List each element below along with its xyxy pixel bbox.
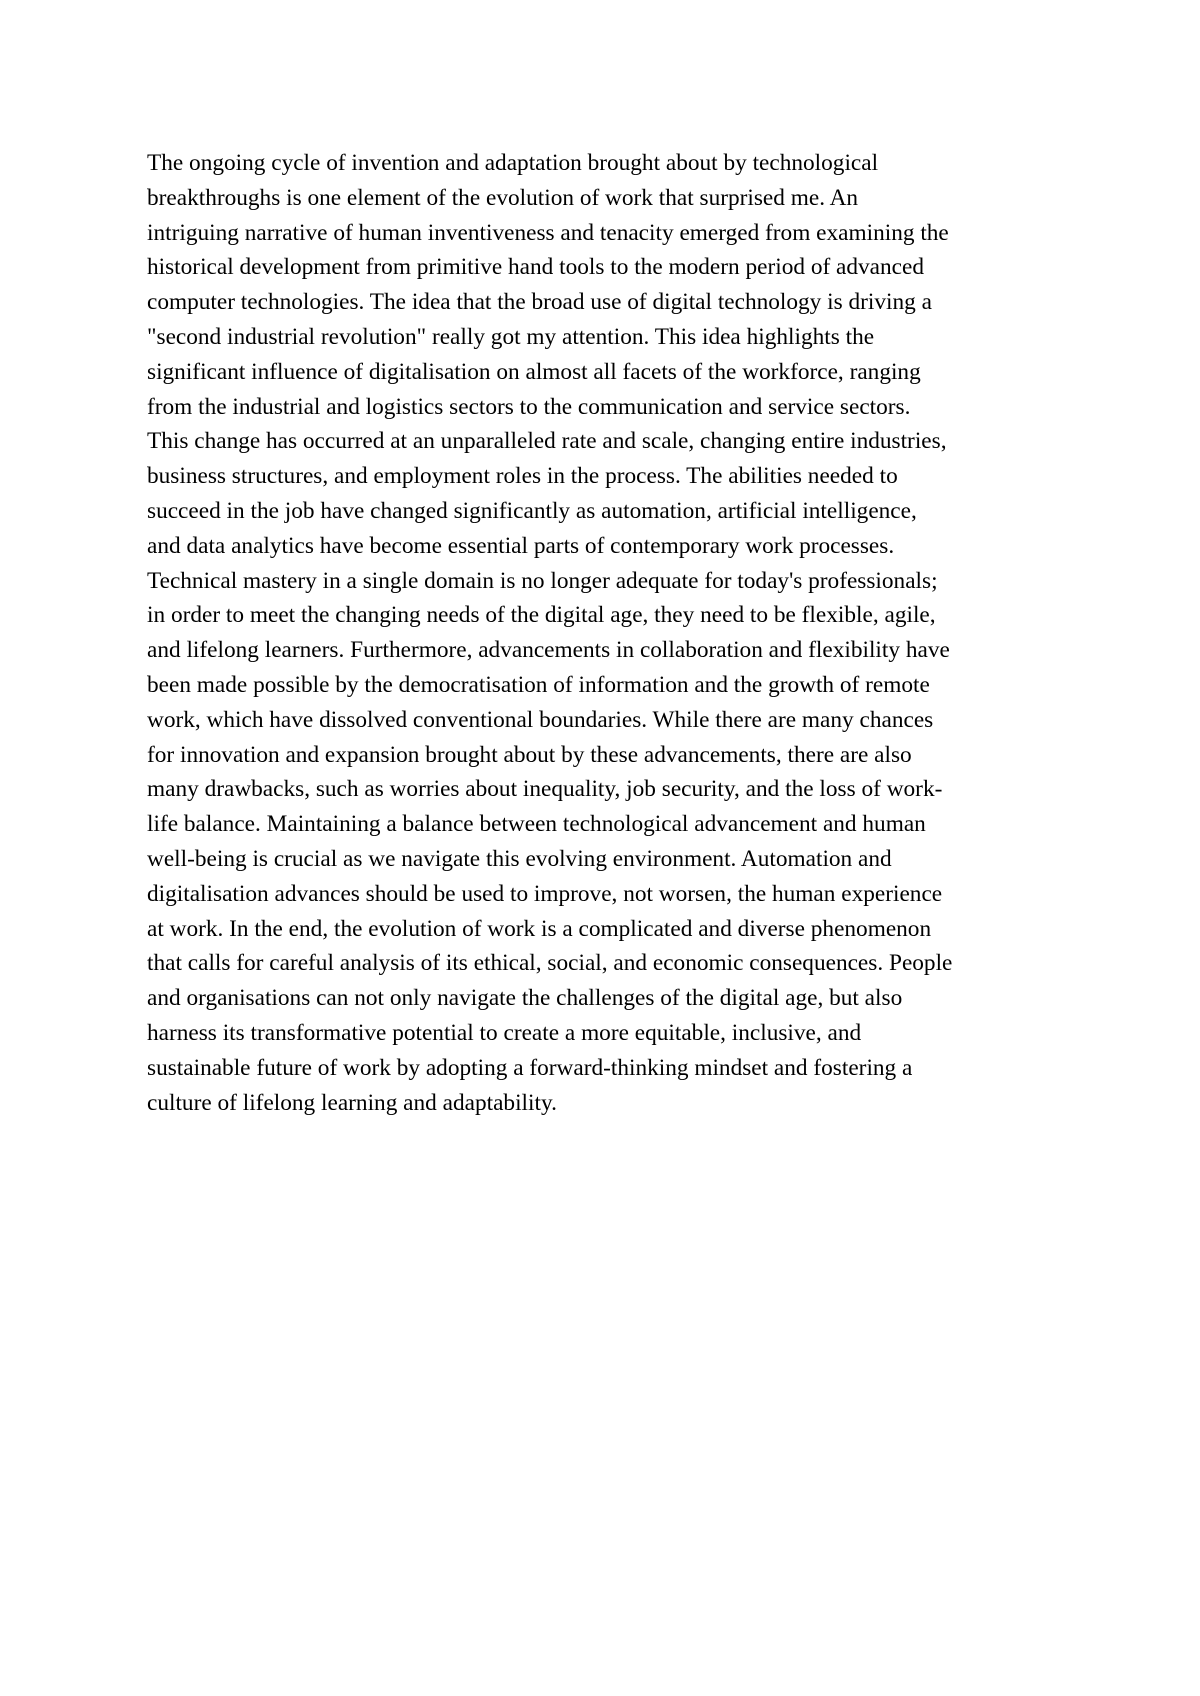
paragraph-line: The ongoing cycle of invention and adaptation brought about by technological [147,150,879,176]
paragraph-line: business structures, and employment roles in the process. The abilities needed to [147,463,898,490]
paragraph-line: and organisations can not only navigate the challenges of the digital age, but also [147,985,903,1012]
paragraph-line: that calls for careful analysis of its ethical, social, and economic consequences. People [147,950,953,977]
paragraph-line: "second industrial revolution" really got my attention. This idea highlights the [147,323,875,350]
paragraph-line: This change has occurred at an unparalleled rate and scale, changing entire industries, [147,428,947,455]
paragraph-line: breakthroughs is one element of the evolution of work that surprised me. An [147,184,859,211]
paragraph-line: intriguing narrative of human inventiveness and tenacity emerged from examining the [147,219,949,246]
paragraph-line: significant influence of digitalisation on almost all facets of the workforce, ranging [147,358,921,385]
paragraph-line: life balance. Maintaining a balance between technological advancement and human [147,811,926,838]
paragraph-line: and data analytics have become essential parts of contemporary work processes. [147,532,895,559]
paragraph-line: digitalisation advances should be used to improve, not worsen, the human experience [147,880,943,907]
paragraph-line: from the industrial and logistics sectors to the communication and service sectors. [147,393,911,420]
paragraph-line: many drawbacks, such as worries about inequality, job security, and the loss of work- [147,776,943,803]
paragraph-line: sustainable future of work by adopting a forward-thinking mindset and fostering a [147,1054,913,1081]
paragraph-line: harness its transformative potential to create a more equitable, inclusive, and [147,1019,862,1046]
paragraph-line: work, which have dissolved conventional boundaries. While there are many chances [147,706,934,733]
paragraph-line: for innovation and expansion brought about by these advancements, there are also [147,741,912,768]
paragraph-line: at work. In the end, the evolution of work is a complicated and diverse phenomenon [147,915,932,942]
paragraph-line: historical development from primitive hand tools to the modern period of advanced [147,254,924,281]
paragraph-line: succeed in the job have changed significantly as automation, artificial intelligence, [147,497,917,524]
paragraph-line: well-being is crucial as we navigate this evolving environment. Automation and [147,845,892,872]
paragraph-line: culture of lifelong learning and adaptability. [147,1089,557,1116]
body-paragraph [147,146,1097,1120]
paragraph-line: Technical mastery in a single domain is no longer adequate for today's professionals; [147,567,938,594]
paragraph-line: and lifelong learners. Furthermore, advancements in collaboration and flexibility have [147,637,950,664]
paragraph-line: been made possible by the democratisation of information and the growth of remote [147,671,930,698]
paragraph-line: computer technologies. The idea that the broad use of digital technology is driving a [147,289,932,316]
paragraph-line: in order to meet the changing needs of the digital age, they need to be flexible, agile, [147,602,936,629]
